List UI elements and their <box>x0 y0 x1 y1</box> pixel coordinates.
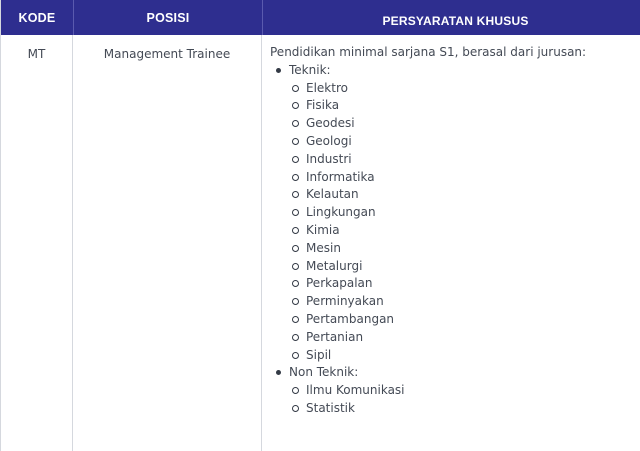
posisi-value: Management Trainee <box>103 47 231 61</box>
list-item <box>289 186 640 204</box>
circle-bullet-icon <box>292 387 299 394</box>
circle-bullet-icon <box>292 263 299 270</box>
major-label: Geologi <box>306 133 352 148</box>
non-teknik-majors-list <box>289 382 640 418</box>
teknik-majors-list <box>289 80 640 365</box>
circle-bullet-icon <box>292 245 299 252</box>
list-item <box>289 169 640 187</box>
cell-persyaratan <box>262 35 640 451</box>
circle-bullet-icon <box>292 156 299 163</box>
circle-bullet-icon <box>292 209 299 216</box>
group-label: Non Teknik: <box>289 365 359 380</box>
circle-bullet-icon <box>292 227 299 234</box>
list-item <box>289 275 640 293</box>
cell-posisi <box>73 35 262 451</box>
major-label: Informatika <box>306 169 375 184</box>
list-item <box>289 97 640 115</box>
circle-bullet-icon <box>292 102 299 109</box>
major-label: Perkapalan <box>306 276 373 291</box>
header-kode: KODE <box>18 10 56 25</box>
list-item <box>289 311 640 329</box>
kode-value: MT <box>27 47 46 61</box>
group-non-teknik <box>270 364 640 417</box>
circle-bullet-icon <box>292 298 299 305</box>
major-label: Pertambangan <box>306 311 395 326</box>
list-item <box>289 115 640 133</box>
circle-bullet-icon <box>292 120 299 127</box>
major-label: Industri <box>306 151 352 166</box>
header-posisi: POSISI <box>73 0 262 35</box>
list-item <box>289 400 640 418</box>
circle-bullet-icon <box>292 334 299 341</box>
group-label: Teknik: <box>289 62 331 77</box>
circle-bullet-icon <box>292 174 299 181</box>
major-label: Elektro <box>306 80 348 95</box>
circle-bullet-icon <box>292 280 299 287</box>
bullet-icon <box>276 370 281 375</box>
list-item <box>289 222 640 240</box>
major-label: Mesin <box>306 240 341 255</box>
circle-bullet-icon <box>292 85 299 92</box>
list-item <box>289 329 640 347</box>
major-label: Lingkungan <box>306 205 376 220</box>
cell-kode <box>1 35 73 451</box>
major-label: Sipil <box>306 347 332 362</box>
circle-bullet-icon <box>292 352 299 359</box>
requirements-intro: Pendidikan minimal sarjana S1, berasal dari jurusan: <box>270 45 587 59</box>
circle-bullet-icon <box>292 138 299 145</box>
list-item <box>289 133 640 151</box>
major-groups-list <box>270 62 640 418</box>
major-label: Geodesi <box>306 116 355 131</box>
list-item <box>289 347 640 365</box>
major-label: Metalurgi <box>306 258 363 273</box>
major-label: Statistik <box>306 400 355 415</box>
group-teknik <box>270 62 640 365</box>
bullet-icon <box>276 68 281 73</box>
list-item <box>289 240 640 258</box>
list-item <box>289 151 640 169</box>
list-item <box>289 258 640 276</box>
major-label: Perminyakan <box>306 294 384 309</box>
list-item <box>289 204 640 222</box>
table-header <box>1 0 640 35</box>
major-label: Ilmu Komunikasi <box>306 383 405 398</box>
circle-bullet-icon <box>292 191 299 198</box>
header-persyaratan: PERSYARATAN KHUSUS <box>262 0 640 35</box>
major-label: Pertanian <box>306 329 364 344</box>
circle-bullet-icon <box>292 405 299 412</box>
table-row <box>1 35 640 451</box>
list-item <box>289 382 640 400</box>
circle-bullet-icon <box>292 316 299 323</box>
list-item <box>289 293 640 311</box>
major-label: Kelautan <box>306 187 359 202</box>
major-label: Kimia <box>306 222 340 237</box>
list-item <box>289 80 640 98</box>
major-label: Fisika <box>306 98 340 113</box>
